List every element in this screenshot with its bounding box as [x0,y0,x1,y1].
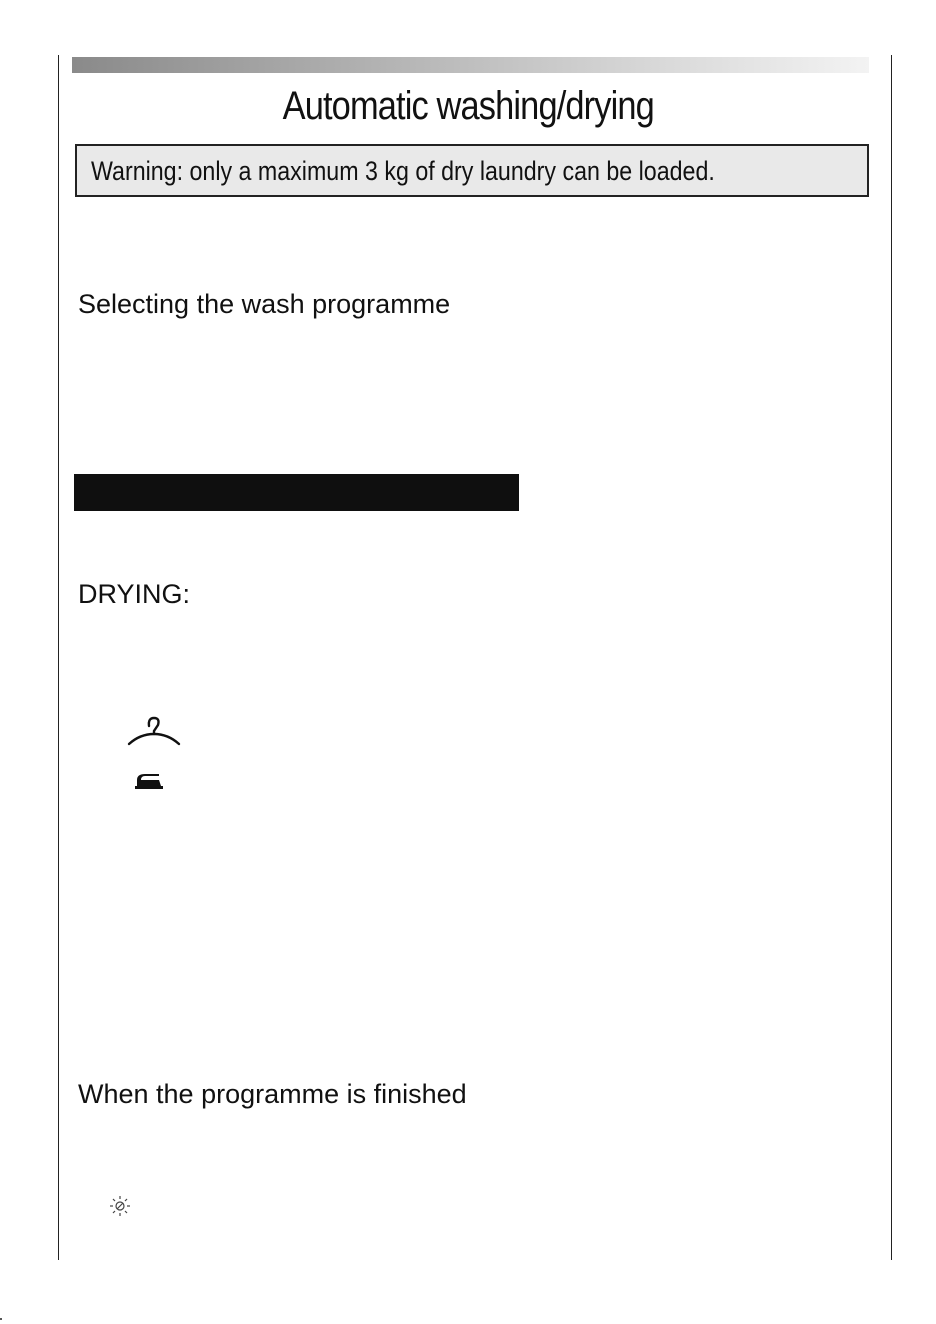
warning-text: Warning: only a maximum 3 kg of dry laundry can be loaded. [91,156,715,186]
hanger-icon [126,714,182,748]
page-border-right [891,55,892,1260]
page-border-left [58,55,59,1260]
section-heading-programme-finished: When the programme is finished [78,1079,467,1109]
black-bar [74,474,519,511]
section-heading-select-programme: Selecting the wash programme [78,289,451,319]
section-heading-drying: DRYING: [78,579,191,609]
page-title: Automatic washing/drying [282,84,654,128]
iron-icon [133,768,165,790]
light-icon [108,1194,132,1218]
warning-box [75,144,869,197]
corner-mark [0,1318,2,1320]
header-gradient-bar [72,57,869,73]
